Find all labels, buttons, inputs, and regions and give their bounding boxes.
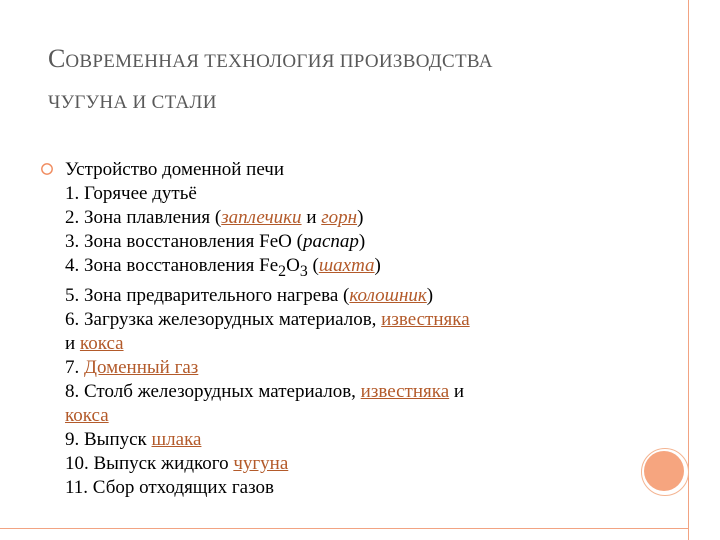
link-izvestnyaka[interactable]: известняка — [381, 308, 470, 330]
title-line-2-text: ЧУГУНА И СТАЛИ — [48, 92, 217, 113]
link-domennyi-gaz[interactable]: Доменный газ — [84, 356, 199, 378]
list-item-2 — [65, 206, 625, 230]
content-heading: Устройство доменной печи — [65, 159, 285, 180]
item6-and: и — [65, 332, 80, 354]
list-item-10 — [65, 452, 625, 476]
title-line-2 — [48, 81, 648, 122]
item3-italic: распар — [302, 231, 359, 252]
link-izvestnyaka-2[interactable]: известняка — [360, 380, 450, 402]
item10-text: 10. Выпуск жидкого — [65, 452, 234, 474]
list-item-1: 1. Горячее дутьё — [65, 183, 197, 204]
item2-text: 2. Зона плавления ( — [65, 207, 222, 228]
item6-text: 6. Загрузка железорудных материалов, — [65, 308, 382, 330]
list-item-9 — [65, 428, 625, 452]
item4-close: ) — [374, 255, 381, 276]
item4-oxygen: O — [286, 255, 300, 276]
item3-text: 3. Зона восстановления FeO ( — [65, 231, 303, 252]
item4-open: ( — [307, 255, 319, 276]
link-shakhta[interactable]: шахта — [318, 255, 375, 276]
item2-mid: и — [301, 207, 322, 228]
title-capital: С — [48, 44, 66, 73]
item7-number: 7. — [65, 356, 84, 378]
item4-subscript-1: 2 — [278, 262, 287, 280]
link-koloshnik[interactable]: колошник — [349, 284, 427, 306]
item4-subscript-2: 3 — [299, 262, 308, 280]
link-chuguna[interactable]: чугуна — [233, 452, 289, 474]
item5-close: ) — [426, 284, 434, 306]
open-circle-bullet-icon — [40, 162, 54, 176]
link-gorn[interactable]: горн — [321, 207, 358, 228]
list-item-3 — [65, 230, 625, 254]
title-line-1 — [48, 40, 648, 81]
link-koksa[interactable]: кокса — [79, 332, 124, 354]
list-item-7 — [65, 356, 625, 380]
list-item-8-cont — [65, 404, 625, 428]
link-zaplechiki[interactable]: заплечики — [221, 207, 302, 228]
frame-bottom-line — [0, 528, 688, 529]
list-item-4 — [65, 254, 625, 284]
list-item-8 — [65, 380, 625, 404]
item2-close: ) — [357, 207, 364, 228]
list-item-11: 11. Сбор отходящих газов — [65, 476, 274, 498]
list-item-6-cont — [65, 332, 625, 356]
item4-text: 4. Зона восстановления Fe — [65, 255, 279, 276]
list-item-6 — [65, 308, 625, 332]
item3-close: ) — [358, 231, 366, 252]
list-item-5 — [65, 284, 625, 308]
link-shlaka[interactable]: шлака — [151, 428, 202, 450]
item5-text: 5. Зона предварительного нагрева ( — [65, 284, 350, 306]
slide-content — [65, 158, 625, 500]
link-koksa-2[interactable]: кокса — [65, 404, 109, 426]
orange-circle-icon — [644, 451, 684, 491]
item8-and: и — [449, 380, 465, 402]
item9-text: 9. Выпуск — [65, 428, 152, 450]
slide-title — [48, 40, 648, 122]
title-line-1-rest: ОВРЕМЕННАЯ ТЕХНОЛОГИЯ ПРОИЗВОДСТВА — [65, 51, 493, 72]
item8-text: 8. Столб железорудных материалов, — [65, 380, 361, 402]
frame-right-line — [688, 0, 689, 540]
